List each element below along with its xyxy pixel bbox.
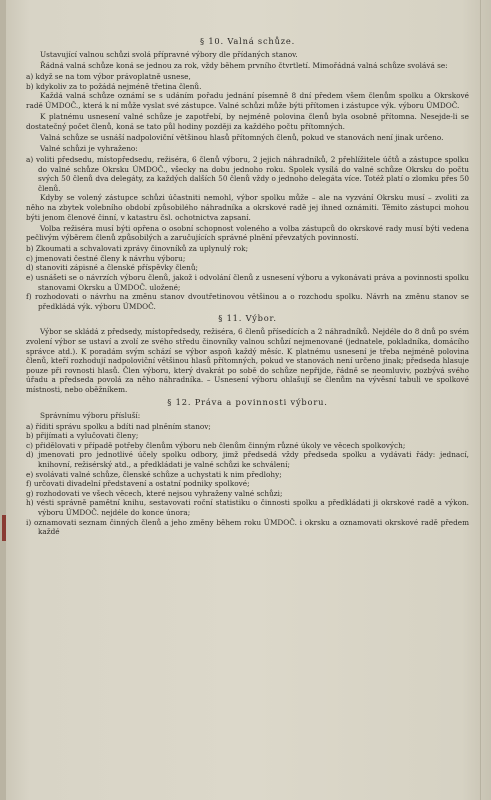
section-12-paragraph-1: Správnímu výboru přísluší: bbox=[40, 410, 141, 420]
section-12-list-d: d) jmenovati pro jednotlivé účely spolku odbory, jimž předsedá vždy předseda spolku a vydávati řády: jednací, knihovní, režisérský atd., a předkládati je valné schůzi ke schválení; bbox=[26, 450, 469, 470]
section-10-list-c: c) jmenovati čestné členy k návrhu výboru; bbox=[26, 253, 186, 263]
section-11-title: § 11. Výbor. bbox=[218, 313, 277, 324]
section-10-paragraph-3: Každá valná schůze oznámí se s udáním pořadu jednání písemně 8 dní předem všem členům spolku a Okrskové radě ÚMDOČ., která k ní může vyslat své zástupce. Valné schůzi může býti přítomen i zástupce výk. výboru ÚMDOČ. bbox=[26, 91, 469, 110]
section-10-list-b: b) Zkoumati a schvalovati zprávy činovníků za uplynulý rok; bbox=[26, 244, 249, 254]
section-12-list-b: b) přijímati a vylučovati členy; bbox=[26, 431, 139, 441]
section-10-paragraph-2: Řádná valná schůze koná se jednou za rok, vždy během prvního čtvrtletí. Mimořádná valná schůze svolává se: bbox=[40, 61, 448, 71]
section-12-list-g: g) rozhodovati ve všech věcech, které nejsou vyhraženy valné schůzi; bbox=[26, 488, 283, 498]
section-12-list-i: i) oznamovati seznam činných členů a jeho změny během roku ÚMDOČ. i okrsku a oznamovati okrskové radě předem každé bbox=[26, 517, 469, 537]
section-10-paragraph-6: Valné schůzi je vyhraženo: bbox=[40, 143, 138, 153]
page-fold bbox=[480, 0, 481, 800]
section-10-title: § 10. Valná schůze. bbox=[199, 36, 296, 46]
section-10-paragraph-8: Volba režiséra musí býti opřena o osobní schopnost voleného a volba zástupců do okrskové rady musí býti vedena pečlivým výběrem členů způsobilých a zaručujících správné plnění převzatých povinností. bbox=[26, 223, 469, 243]
section-10-paragraph-4: K platnému usnesení valné schůze je zapotřebí, by nejméně polovina členů byla osobně přítomna. Nesejde-li se dostatečný počet členů, koná se tato půl hodiny později za každého počtu přítomných. bbox=[26, 112, 469, 131]
section-10-item-b: b) kdykoliv za to požádá nejméně třetina členů. bbox=[26, 81, 202, 91]
section-10-paragraph-1: Ustavující valnou schůzi svolá přípravné výbory dle přídaných stanov. bbox=[40, 50, 298, 59]
section-10-list-e: e) usnášeti se o návrzích výboru členů, jakož i odvolání členů z usnesení výboru a vykonávati práva a povinnosti spolku stanovami Okrsku a ÚMDOČ. uložené; bbox=[26, 273, 469, 292]
section-10-list-f: f) rozhodovati o návrhu na změnu stanov dvoutřetinovou většinou a o rozchodu spolku. Návrh na změnu stanov se předkládá výk. výboru ÚMDOČ. bbox=[26, 292, 469, 311]
section-12-list-a: a) říditi správu spolku a bdíti nad plněním stanov; bbox=[26, 421, 211, 431]
section-10-item-a: a) když se na tom výbor právoplatně usnese, bbox=[26, 72, 191, 82]
edge-mark bbox=[2, 515, 6, 541]
section-10-list-a: a) voliti předsedu, místopředsedu, režiséra, 6 členů výboru, 2 jejich náhradníků, 2 přehlížitele účtů a zástupce spolku do valné schůze Okrsku ÚMDOČ., všecky na dobu jednoho roku. Spolek vysílá do valné schůze Okrsku do počtu svých 50 členů dva delegáty, za každých dalších 50 členů vždy o jednoho delegáta více. Totéž platí o zlomku přes 50 členů. bbox=[26, 154, 469, 193]
section-12-list-f: f) určovati divadelní představení a ostatní podniky spolkové; bbox=[26, 479, 250, 489]
section-10-paragraph-5: Valná schůze se usnáší nadpoloviční většinou hlasů přítomných členů, pokud ve stanovách není jinak určeno. bbox=[40, 132, 444, 142]
section-12-title: § 12. Práva a povinnosti výboru. bbox=[167, 396, 328, 407]
section-11-paragraph-1: Výbor se skládá z předsedy, místopředsedy, režiséra, 6 členů přísedících a 2 náhradníků. Nejdéle do 8 dnů po svém zvolení výbor se ustaví a zvolí ze svého středu činovníky valnou schůzí nejmenované (jednatele, pokladníka, domácího správce atd.). K poradám svým schází se výbor aspoň každý měsíc. K platnému usnesení je třeba nejméně polovina členů, kteří rozhodují nadpoloviční většinou hlasů přítomných, pokud ve stanovách není určeno jinak; předseda hlasuje pouze při rovnosti hlasů. Člen výboru, který dvakrát po sobě do schůze nepřijde, řádně se neomluviv, pozbývá svého úřadu a předseda povolá za něho náhradníka. – Usnesení výboru ohlašují se členům na vývěsní tabuli ve spolkové místnosti, nebo oběžníkem. bbox=[26, 327, 469, 394]
section-12-list-c: c) přidělovati v případě potřeby členům výboru neb členům činným různé úkoly ve věcech spolkových; bbox=[26, 440, 406, 450]
section-12-list-h: h) vésti správně pamětní knihu, sestavovati roční statistiku o činnosti spolku a předkládati ji okrskové radě a výkon. výboru ÚMDOČ. nejdéle do konce února; bbox=[26, 498, 469, 518]
section-10-list-d: d) stanoviti zápisné a členské příspěvky členů; bbox=[26, 263, 199, 273]
section-12-list-e: e) svolávati valné schůze, členské schůze a uchystati k nim předlohy; bbox=[26, 469, 282, 479]
section-10-paragraph-7: Kdyby se volený zástupce schůzi účastniti nemohl, výbor spolku může – ale na vyzvání Okrsku musí – zvoliti za něho na zbytek volebního období způsobilého náhradníka a okrskové radě jej ihned oznámiti. Těmito zástupci mohou býti jenom členové činní, v katastru čsl. ochotnictva zapsaní. bbox=[26, 193, 469, 222]
